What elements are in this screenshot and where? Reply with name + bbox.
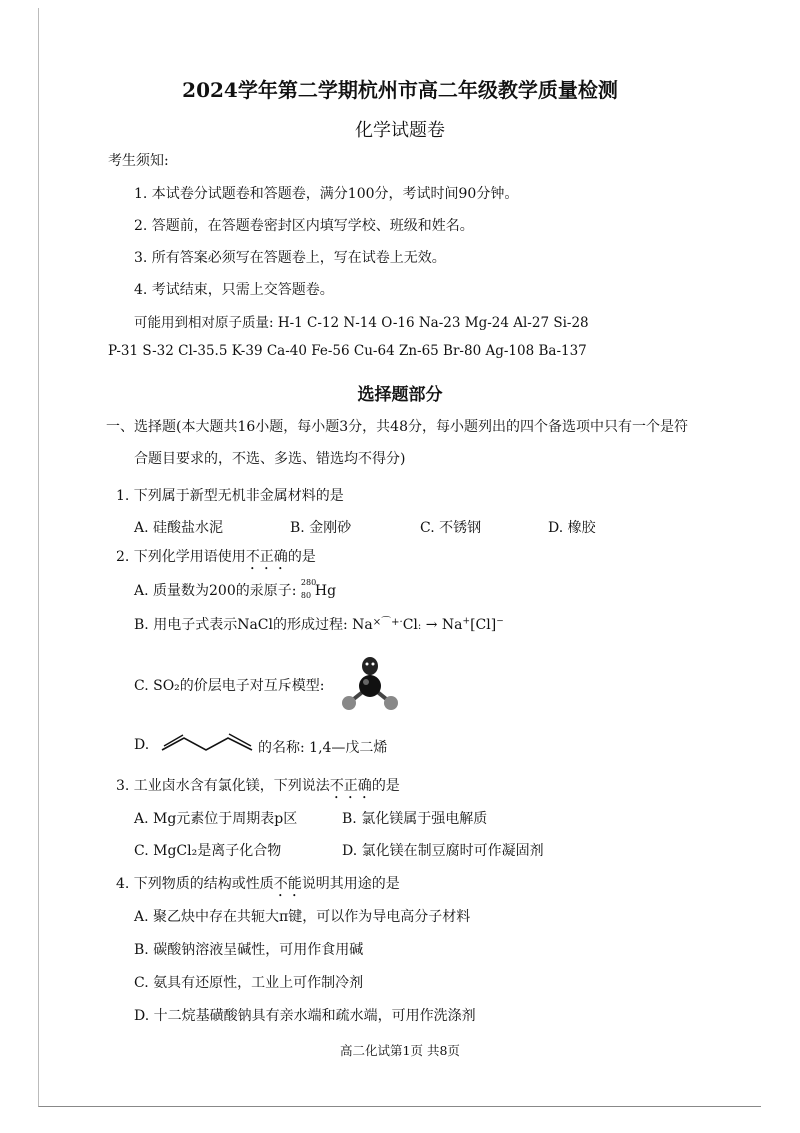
chlorine-symbol: Cl	[402, 617, 418, 633]
question-4-stem-prefix: 4. 下列物质的结构或性质	[116, 876, 274, 892]
question-1-option-c: C. 不锈钢	[420, 520, 482, 536]
question-2-option-b-text: B. 用电子式表示NaCl的形成过程:	[134, 617, 348, 633]
question-4-stem-emphasis: 不能	[273, 876, 302, 892]
question-4-stem	[116, 873, 400, 900]
question-3-stem-emphasis: 不正确	[329, 778, 372, 794]
exam-subtitle: 化学试题卷	[355, 120, 445, 141]
section-instruction: 合题目要求的，不选、多选、错选均不得分)	[134, 451, 406, 467]
question-2-stem-suffix: 的是	[287, 549, 316, 565]
question-1-option-b: B. 金刚砂	[290, 520, 352, 536]
question-3-option-b: B. 氯化镁属于强电解质	[342, 811, 488, 827]
sodium-symbol: Na	[352, 617, 373, 633]
notice-item: 3. 所有答案必须写在答题卷上，写在试卷上无效。	[134, 250, 446, 266]
product-sodium: Na	[441, 617, 463, 633]
atomic-mass-line-2: P-31 S-32 Cl-35.5 K-39 Ca-40 Fe-56 Cu-64 Zn-65 Br-80 Ag-108 Ba-137	[108, 343, 587, 359]
question-2-option-a	[134, 580, 336, 600]
notice-item: 4. 考试结束，只需上交答题卷。	[134, 282, 334, 298]
vsepr-model-diagram	[336, 652, 406, 714]
reaction-arrow: →	[425, 617, 438, 633]
lone-pair-dots: :	[417, 621, 422, 632]
question-4-stem-suffix: 说明其用途的是	[301, 876, 400, 892]
atomic-number: 80	[300, 591, 312, 600]
product-chloride: [Cl]	[470, 617, 497, 633]
pentadiene-skeletal-formula	[160, 732, 256, 754]
notice-item: 1. 本试卷分试题卷和答题卷，满分100分，考试时间90分钟。	[134, 186, 519, 202]
mass-number: 280	[300, 578, 317, 587]
question-2-option-b	[134, 614, 504, 634]
element-symbol: Hg	[314, 583, 337, 599]
sodium-charge: +	[462, 616, 471, 627]
question-3-option-c: C. MgCl₂是离子化合物	[134, 843, 282, 859]
question-3-option-a: A. Mg元素位于周期表p区	[134, 811, 298, 827]
question-1-option-a: A. 硅酸盐水泥	[134, 520, 224, 536]
notice-item: 2. 答题前，在答题卷密封区内填写学校、班级和姓名。	[134, 218, 474, 234]
question-2-stem	[116, 546, 316, 573]
question-3-stem-suffix: 的是	[371, 778, 400, 794]
question-4-option-c: C. 氨具有还原性，工业上可作制冷剂	[134, 975, 364, 991]
page-footer: 高二化试第1页 共8页	[340, 1043, 460, 1058]
exam-title: 2024学年第二学期杭州市高二年级教学质量检测	[182, 78, 618, 102]
question-2-option-a-text: A. 质量数为200的汞原子:	[134, 583, 297, 599]
question-4-option-d: D. 十二烷基磺酸钠具有亲水端和疏水端，可用作洗涤剂	[134, 1008, 476, 1024]
question-2-stem-emphasis: 不正确	[245, 549, 288, 565]
notice-heading: 考生须知:	[108, 153, 169, 169]
question-1-option-d: D. 橡胶	[548, 520, 596, 536]
question-2-option-d-name: 的名称: 1,4—戊二烯	[258, 740, 388, 756]
nuclide-notation	[301, 580, 315, 598]
question-2-option-d-label: D.	[134, 737, 150, 753]
question-4-option-b: B. 碳酸钠溶液呈碱性，可用作食用碱	[134, 942, 364, 958]
question-2-stem-prefix: 2. 下列化学用语使用	[116, 549, 246, 565]
question-3-stem	[116, 775, 400, 802]
question-2-option-c: C. SO₂的价层电子对互斥模型:	[134, 678, 325, 694]
section-instruction: 一、选择题(本大题共16小题，每小题3分，共48分，每小题列出的四个备选项中只有一个是符	[106, 419, 688, 435]
electron-transfer-arc: ×⌒+·	[372, 617, 403, 628]
atomic-mass-line-1: 可能用到相对原子质量: H-1 C-12 N-14 O-16 Na-23 Mg-24 Al-27 Si-28	[134, 315, 589, 331]
chloride-charge: −	[496, 616, 504, 627]
section-title: 选择题部分	[357, 385, 443, 405]
question-3-option-d: D. 氯化镁在制豆腐时可作凝固剂	[342, 843, 544, 859]
question-4-option-a: A. 聚乙炔中存在共轭大π键，可以作为导电高分子材料	[134, 909, 471, 925]
question-1-stem: 1. 下列属于新型无机非金属材料的是	[116, 488, 344, 504]
question-3-stem-prefix: 3. 工业卤水含有氯化镁，下列说法	[116, 778, 330, 794]
